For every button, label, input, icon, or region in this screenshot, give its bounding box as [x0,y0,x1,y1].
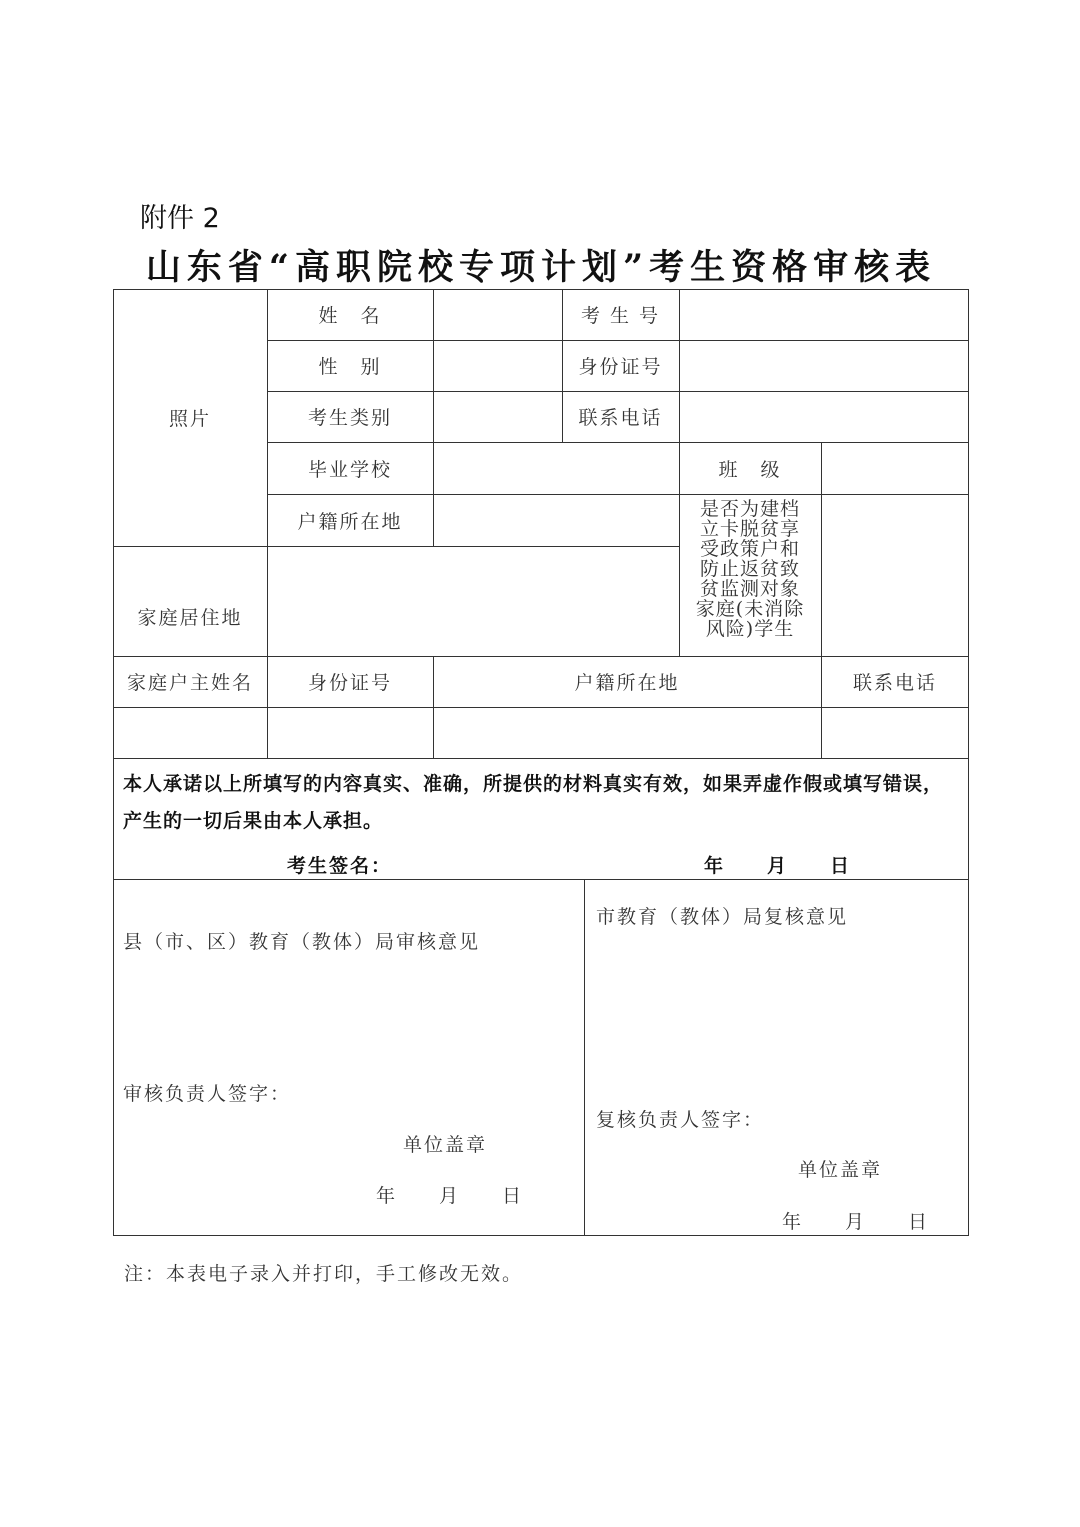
county-review-seal: 单位盖章 [403,1134,488,1156]
candidate-type-label: 考生类别 [307,407,392,429]
phone-field[interactable] [679,391,969,442]
name-label: 姓 名 [318,305,382,327]
class-label: 班 级 [718,458,782,481]
county-review-date: 年 月 日 [376,1185,524,1207]
footnote: 注：本表电子录入并打印，手工修改无效。 [124,1263,524,1285]
householder-name-label: 家庭户主姓名 [126,672,253,694]
graduation-school-label: 毕业学校 [307,458,392,481]
householder-id-label: 身份证号 [307,672,392,694]
householder-location-label: 户籍所在地 [574,672,680,694]
county-review-signer: 审核负责人签字： [123,1083,292,1105]
class-field[interactable] [821,442,969,494]
gender-label: 性 别 [318,356,382,378]
household-location-field[interactable] [433,494,679,546]
householder-phone-label: 联系电话 [852,672,937,694]
exam-no-label: 考 生 号 [580,305,661,327]
city-review-signer: 复核负责人签字： [596,1109,765,1131]
table-border-bottom [113,1235,969,1236]
pledge-text: 本人承诺以上所填写的内容真实、准确，所提供的材料真实有效，如果弄虚作假或填写错误，产生的一切后果由本人承担。 [123,773,944,832]
candidate-type-field[interactable] [433,391,562,442]
city-review-date: 年 月 日 [782,1211,930,1233]
poverty-answer-field[interactable] [821,494,969,656]
id-no-field[interactable] [679,340,969,391]
row-line [113,758,969,759]
candidate-signature-label: 考生签名： [287,855,393,877]
pledge-date: 年 月 日 [704,855,852,877]
city-review-seal: 单位盖章 [798,1159,883,1181]
id-no-label: 身份证号 [578,356,663,378]
photo-cell: 照片 [168,408,211,430]
gender-field[interactable] [433,340,562,391]
householder-phone-field[interactable] [821,707,969,758]
county-review-heading: 县（市、区）教育（教体）局审核意见 [123,931,481,953]
poverty-question-label: 是否为建档 立卡脱贫享 受政策户和 防止返贫致 贫监测对象 家庭(未消除 风险)学生 [695,498,805,640]
householder-id-field[interactable] [267,707,433,758]
row-line [113,879,969,880]
form-title: 山东省“高职院校专项计划”考生资格审核表 [145,247,937,288]
graduation-school-field[interactable] [433,442,679,494]
attachment-label: 附件 2 [140,203,220,234]
qualification-review-table [113,289,969,1236]
name-field[interactable] [433,289,562,340]
city-review-heading: 市教育（教体）局复核意见 [596,906,849,928]
exam-no-field[interactable] [679,289,969,340]
householder-name-field[interactable] [113,707,267,758]
home-address-label: 家庭居住地 [137,606,243,629]
household-location-label: 户籍所在地 [297,510,403,533]
col-line [584,879,585,1236]
home-address-field[interactable] [267,546,679,656]
householder-location-field[interactable] [433,707,821,758]
phone-label: 联系电话 [578,407,663,429]
